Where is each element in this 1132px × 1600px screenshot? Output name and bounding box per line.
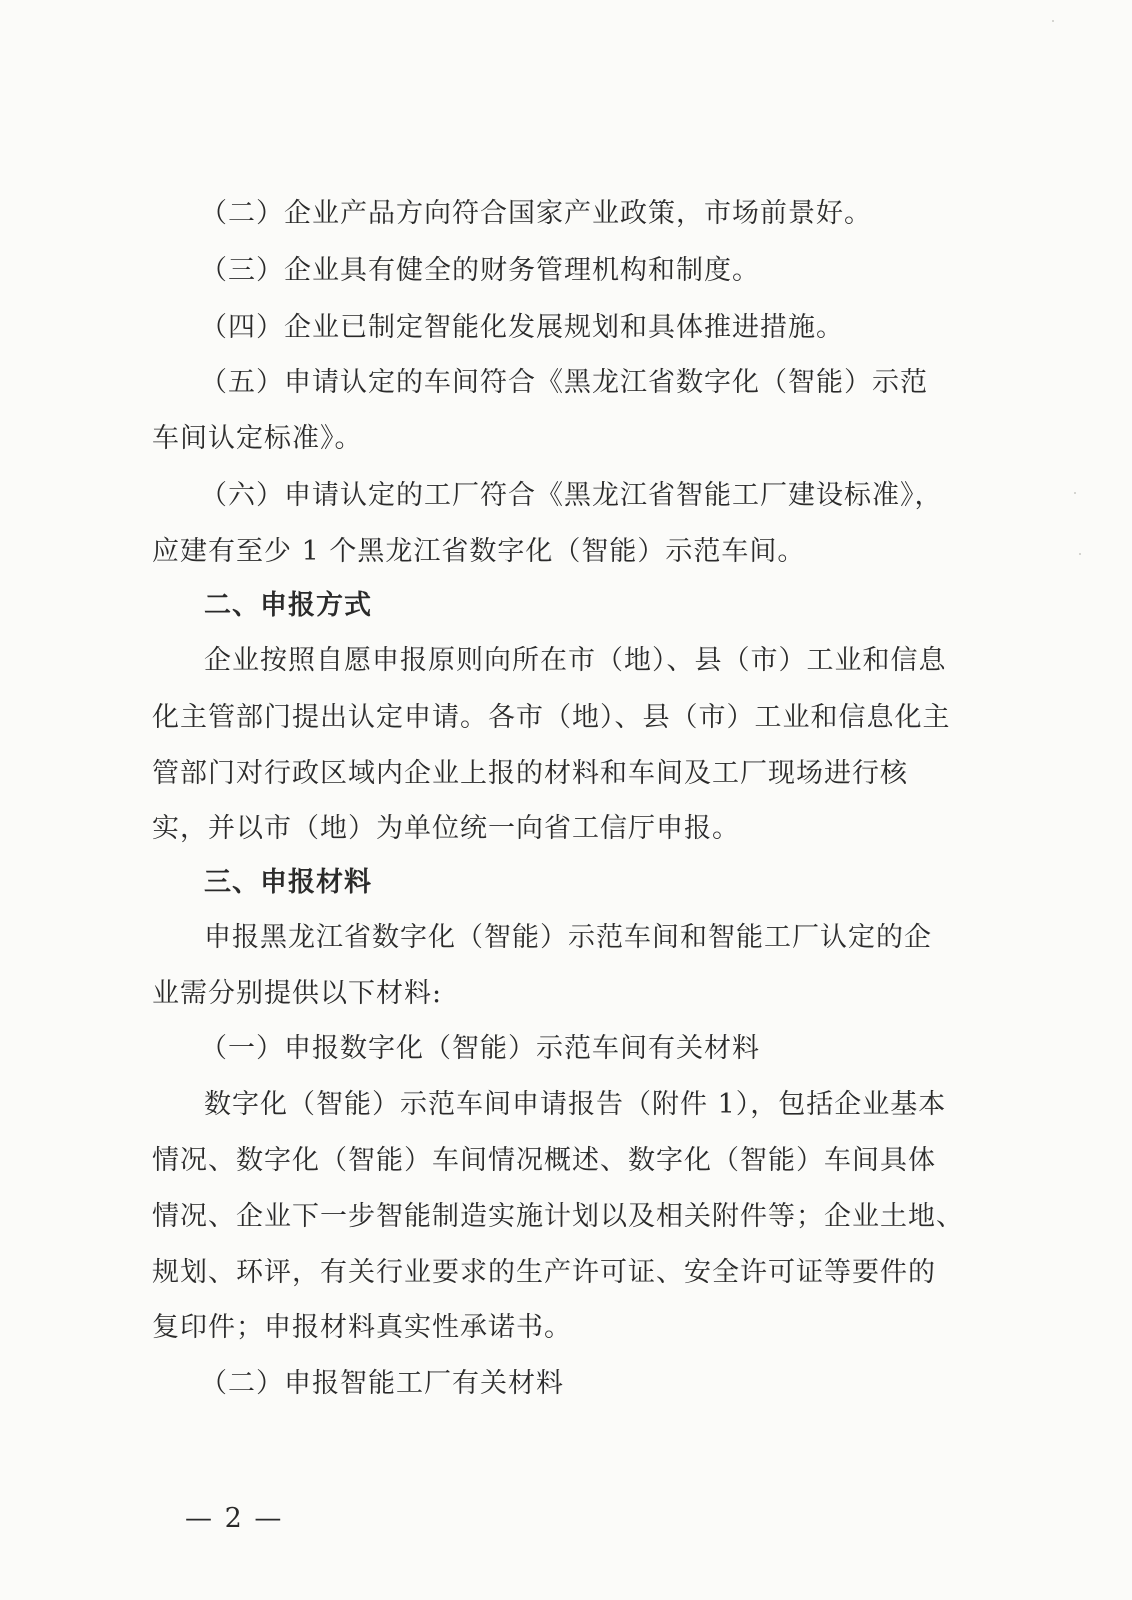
paragraph-line: （二）申报智能工厂有关材料 — [200, 1368, 564, 1399]
page-number: — 2 — — [185, 1503, 284, 1534]
scan-speck — [1074, 492, 1076, 494]
paragraph-line: 化主管部门提出认定申请。各市（地）、县（市）工业和信息化主 — [152, 702, 951, 733]
paragraph-line: 管部门对行政区域内企业上报的材料和车间及工厂现场进行核 — [152, 758, 908, 789]
paragraph-line: 业需分别提供以下材料: — [152, 978, 443, 1009]
paragraph-line: （六）申请认定的工厂符合《黑龙江省智能工厂建设标准》， — [200, 480, 943, 511]
paragraph-line: 企业按照自愿申报原则向所在市（地）、县（市）工业和信息 — [204, 645, 947, 676]
paragraph-line: 数字化（智能）示范车间申请报告（附件 1），包括企业基本 — [204, 1089, 947, 1120]
scan-speck — [1052, 20, 1054, 22]
paragraph-line: 车间认定标准》。 — [152, 423, 363, 454]
paragraph-line: 应建有至少 1 个黑龙江省数字化（智能）示范车间。 — [152, 536, 806, 567]
paragraph-line: 情况、数字化（智能）车间情况概述、数字化（智能）车间具体 — [152, 1145, 936, 1176]
paragraph-line: 复印件；申报材料真实性承诺书。 — [152, 1312, 572, 1343]
section-heading: 三、申报材料 — [204, 867, 372, 898]
paragraph-line: 情况、企业下一步智能制造实施计划以及相关附件等；企业土地、 — [152, 1201, 964, 1232]
paragraph-line: （五）申请认定的车间符合《黑龙江省数字化（智能）示范 — [200, 367, 928, 398]
paragraph-line: （三）企业具有健全的财务管理机构和制度。 — [200, 255, 760, 286]
paragraph-line: 实，并以市（地）为单位统一向省工信厅申报。 — [152, 813, 740, 844]
paragraph-line: 规划、环评，有关行业要求的生产许可证、安全许可证等要件的 — [152, 1257, 936, 1288]
section-heading: 二、申报方式 — [204, 590, 372, 621]
paragraph-line: （二）企业产品方向符合国家产业政策，市场前景好。 — [200, 198, 872, 229]
paragraph-line: 申报黑龙江省数字化（智能）示范车间和智能工厂认定的企 — [204, 922, 932, 953]
scan-speck — [1079, 553, 1081, 555]
paragraph-line: （四）企业已制定智能化发展规划和具体推进措施。 — [200, 312, 844, 343]
paragraph-line: （一）申报数字化（智能）示范车间有关材料 — [200, 1033, 760, 1064]
